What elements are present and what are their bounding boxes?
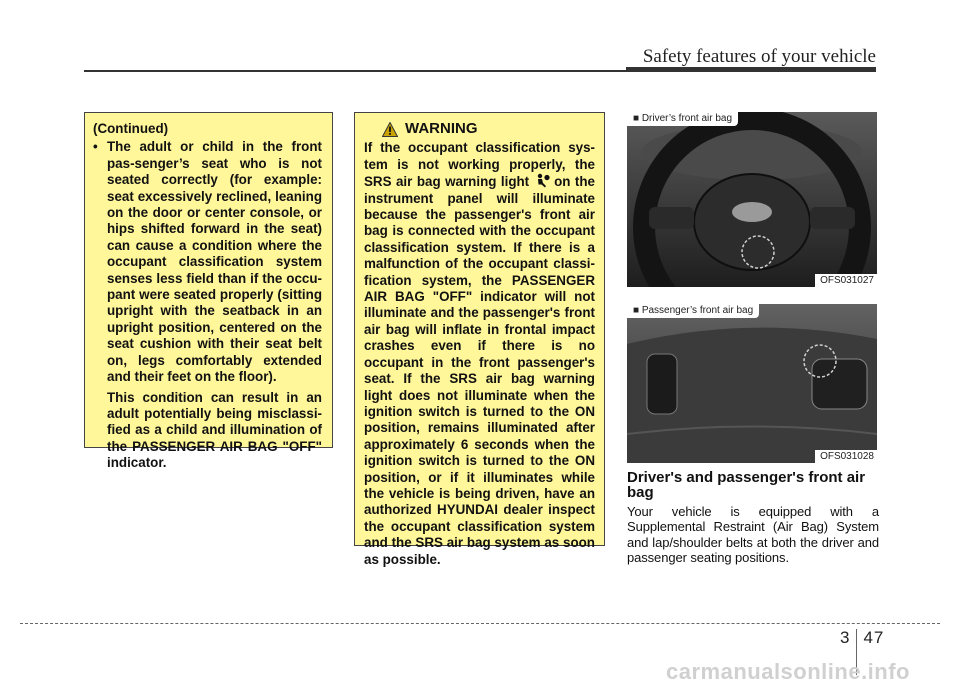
warning-title: WARNING xyxy=(405,120,478,137)
photo-caption: ■ Driver’s front air bag xyxy=(627,112,738,126)
header-title: Safety features of your vehicle xyxy=(642,46,876,67)
continued-label: (Continued) xyxy=(93,121,169,136)
header-rule-accent xyxy=(626,67,876,72)
warning-box xyxy=(354,112,605,567)
bullet-item xyxy=(93,139,322,385)
warning-triangle-icon xyxy=(382,122,398,137)
photo-code: OFS031027 xyxy=(815,274,877,287)
footer-rule xyxy=(20,623,940,624)
warning-header xyxy=(382,121,595,137)
section-heading: Driver's and passenger's front air bag xyxy=(627,469,866,501)
bullet-text: The adult or child in the front pas-senger’s seat who is not seated correctly (for example: seat excessively reclined, leaning on the door or center console, or hips shifted forward in the seat) can cause a condition where the occupant classification system senses less field than if the occu-pant were seated properly (sitting upright with the seatback in an upright position, centered on the seat cushion with their seat belt on, legs comfortably extended and their feet on the floor). xyxy=(107,139,322,385)
chapter-number: 3 xyxy=(840,628,851,647)
continued-paragraph: This condition can result in an adult potentially being misclassi-fied as a child and illumination of the PASSENGER AIR BAG "OFF" indicator. xyxy=(107,389,322,471)
photo-caption: ■ Passenger’s front air bag xyxy=(627,304,759,318)
passenger-air-bag-photo xyxy=(627,304,877,463)
section-body: Your vehicle is equipped with a Supplemental Restraint (Air Bag) System and lap/shoulder belts at both the driver and passenger seating positions. xyxy=(627,504,879,565)
dashboard-illustration xyxy=(627,304,877,463)
steering-wheel-illustration xyxy=(627,112,877,287)
watermark: carmanualsonline.info xyxy=(666,659,910,684)
warning-text-part2: on the instrument panel will illuminate because the passenger's front air bag is connected with the occupant classification system. If there is a malfunction of the occupant classi-fication system, the PASSENGER AIR BAG "OFF" indicator will not illuminate and the passenger's front air bag will inflate in frontal impact crashes even if there is no occupant in the front passenger's seat. If the SRS air bag warning light does not illuminate when the ignition switch is turned to the ON position, remains illuminated after approximately 6 seconds when the ignition switch is turned to the ON position, or if it illuminates while the vehicle is being driven, have an authorized HYUNDAI dealer inspect the occupant classification system and the SRS air bag system as soon as possible. xyxy=(364,174,595,567)
photo-code: OFS031028 xyxy=(815,450,877,463)
page-number-value: 47 xyxy=(863,628,885,647)
bullet-dot: • xyxy=(93,139,98,155)
driver-air-bag-photo xyxy=(627,112,877,287)
warning-text xyxy=(364,140,595,568)
warning-text-part1: If the occupant classification sys-tem is not working properly, the SRS air bag warning light xyxy=(364,140,595,190)
continued-note-box xyxy=(84,112,333,471)
airbag-warning-icon xyxy=(534,173,550,189)
